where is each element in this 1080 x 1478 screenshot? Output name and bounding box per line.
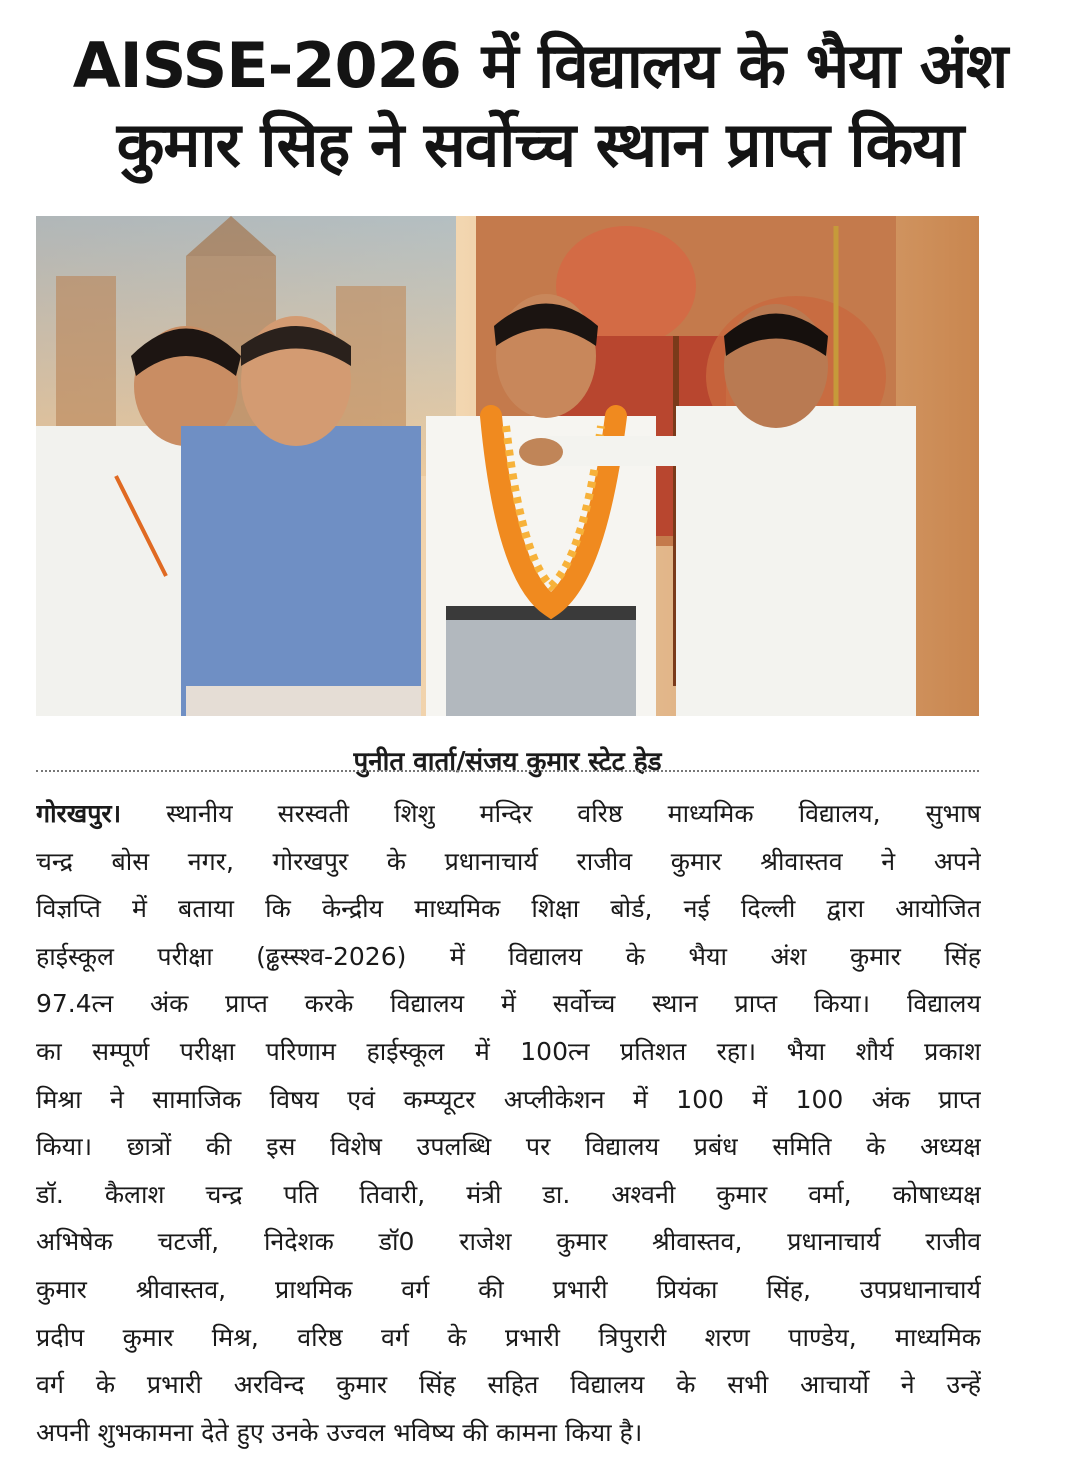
article-line: अपनी शुभकामना देते हुए उनके उज्वल भविष्य की कामना किया है।: [36, 1417, 643, 1447]
article-body: [36, 790, 981, 1456]
byline-divider: [36, 770, 979, 772]
headline-line-2: कुमार सिह ने सर्वोच्च स्थान प्राप्त किया: [116, 108, 964, 182]
headline-line-1: AISSE-2026 में विद्यालय के भैया अंश: [72, 29, 1008, 102]
article-line: चन्द्र बोस नगर, गोरखपुर के प्रधानाचार्य राजीव कुमार श्रीवास्तव ने अपने: [36, 846, 981, 876]
article-line-text: स्थानीय सरस्वती शिशु मन्दिर वरिष्ठ माध्यमिक विद्यालय, सुभाष: [166, 799, 981, 828]
article-line: अभिषेक चटर्जी, निदेशक डॉ0 राजेश कुमार श्रीवास्तव, प्रधानाचार्य राजीव: [36, 1227, 981, 1257]
article-line: विज्ञप्ति में बताया कि केन्द्रीय माध्यमिक शिक्षा बोर्ड, नई दिल्ली द्वारा आयोजित: [36, 894, 981, 924]
article-line: हाईस्कूल परीक्षा (ढ्ढस्स्श्व-2026) में विद्यालय के भैया अंश कुमार सिंह: [36, 941, 981, 971]
article-line: डॉ. कैलाश चन्द्र पति तिवारी, मंत्री डा. अश्वनी कुमार वर्मा, कोषाध्यक्ष: [36, 1179, 981, 1209]
article-line: [36, 790, 981, 838]
article-line: वर्ग के प्रभारी अरविन्द कुमार सिंह सहित विद्यालय के सभी आचार्यो ने उन्हें: [36, 1370, 981, 1400]
article-line: 97.4त्न अंक प्राप्त करके विद्यालय में सर्वोच्च स्थान प्राप्त किया। विद्यालय: [36, 989, 981, 1019]
article-line: का सम्पूर्ण परीक्षा परिणाम हाईस्कूल में 100त्न प्रतिशत रहा। भैया शौर्य प्रकाश: [36, 1036, 981, 1066]
byline: पुनीत वार्ता/संजय कुमार स्टेट हेड: [353, 747, 662, 777]
felicitation-photo-illustration: [36, 216, 979, 716]
article-line: किया। छात्रों की इस विशेष उपलब्धि पर विद्यालय प्रबंध समिति के अध्यक्ष: [36, 1132, 981, 1162]
dateline: गोरखपुर।: [36, 799, 122, 828]
article-line: कुमार श्रीवास्तव, प्राथमिक वर्ग की प्रभारी प्रियंका सिंह, उपप्रधानाचार्य: [36, 1274, 981, 1304]
news-photo: [36, 216, 979, 716]
article-line: प्रदीप कुमार मिश्र, वरिष्ठ वर्ग के प्रभारी त्रिपुरारी शरण पाण्डेय, माध्यमिक: [36, 1322, 981, 1352]
headline: [20, 30, 1060, 181]
article-line: मिश्रा ने सामाजिक विषय एवं कम्प्यूटर अप्लीकेशन में 100 में 100 अंक प्राप्त: [36, 1084, 981, 1114]
